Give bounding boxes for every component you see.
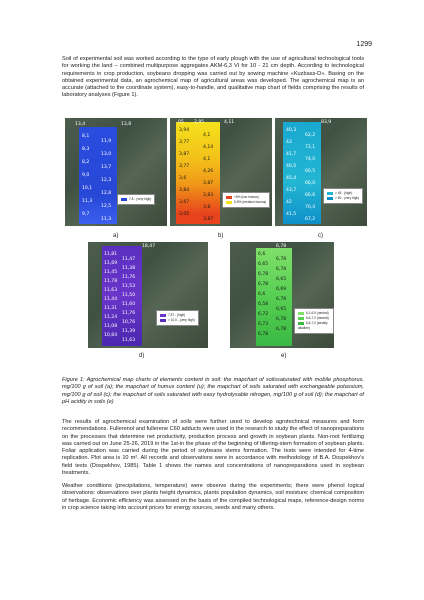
map-b-legend-1: <5% (low humus): [234, 195, 259, 199]
map-c: [275, 118, 367, 226]
map-d-value: 11,63: [104, 288, 118, 293]
map-b-value: 3,87: [203, 181, 214, 186]
map-d-top-value: 18,47: [142, 244, 156, 249]
map-e-label: e): [281, 353, 287, 359]
map-b-legend: [222, 192, 270, 208]
map-d-value: 11,53: [122, 284, 136, 289]
legend-swatch: [160, 319, 166, 322]
map-a-value: 9,7: [82, 212, 90, 217]
map-b-value: 4,14: [203, 145, 214, 150]
legend-swatch: [121, 198, 127, 201]
map-d-value: 11,81: [104, 252, 118, 257]
map-b-value: 4,1: [203, 157, 211, 162]
map-a-value: 9,0: [82, 173, 90, 178]
map-c-value: 40,3: [286, 128, 297, 133]
map-d-value: 10,76: [122, 320, 136, 325]
legend-swatch: [327, 197, 333, 200]
page-number: 1299: [356, 41, 372, 48]
map-a-value: 11,3: [82, 199, 93, 204]
map-a-value: 8,1: [82, 134, 90, 139]
map-c-value: 72,1: [305, 145, 316, 150]
map-b-value: 4,1: [203, 133, 211, 138]
map-d-legend-2: > 10,0 - (very high): [168, 318, 195, 322]
map-b-value: 3,8: [203, 205, 211, 210]
map-e-legend-3: 6,6-7,0 (weakly alkaline): [298, 321, 328, 330]
map-d-value: 11,69: [104, 261, 118, 266]
map-e-top-value: 6,78: [276, 244, 287, 249]
map-e-value: 6,78: [258, 332, 269, 337]
map-d-value: 11,38: [122, 266, 136, 271]
map-a-value: 11,9: [101, 139, 112, 144]
legend-swatch: [226, 201, 232, 204]
map-b-value: 3,87: [203, 217, 214, 222]
map-c-value: 70,4: [305, 205, 316, 210]
map-e-value: 6,78: [276, 317, 287, 322]
map-b: [170, 118, 272, 226]
map-d-value: 11,76: [122, 275, 136, 280]
map-e-legend-1: 6,1-6,5 (neutral): [306, 311, 329, 315]
map-d: [88, 242, 208, 348]
map-c-value: 45,4: [286, 176, 297, 181]
map-d-value: 11,44: [104, 297, 118, 302]
map-d-value: 11,76: [122, 311, 136, 316]
weather-paragraph: Weather conditions (precipitations, temperature) were observe during the experiments; there were phenol logical observations: observations over plants height dynamics, plants population dynamics, soil moisture; chemical composition of herbage. Economic efficiency was assessed on the basis of the compiled technological maps, reference-design norms in crop science taking into account prices for energy sources, seeds and many others.: [62, 483, 364, 511]
map-c-value: 41,7: [286, 152, 297, 157]
map-d-value: 10,84: [104, 333, 118, 338]
map-a-legend: [117, 194, 155, 205]
map-b-value: 3,87: [179, 152, 190, 157]
map-d-value: 11,24: [104, 315, 118, 320]
map-e: [230, 242, 334, 348]
map-c-field: [283, 122, 321, 224]
map-b-value: 3,83: [203, 193, 214, 198]
map-d-value: 11,45: [104, 270, 118, 275]
map-c-top-value: 83,9: [321, 120, 332, 125]
map-e-value: 6,78: [276, 297, 287, 302]
map-e-legend: [294, 308, 334, 334]
map-b-value: 3,84: [179, 188, 190, 193]
map-d-value: 11,60: [122, 302, 136, 307]
map-b-field: [176, 122, 220, 224]
map-a-value: 13,7: [101, 165, 112, 170]
legend-swatch: [298, 322, 304, 325]
map-b-value: 3,05: [179, 212, 190, 217]
map-c-value: 43,7: [286, 188, 297, 193]
map-d-value: 11,78: [104, 279, 118, 284]
map-a: [65, 118, 167, 226]
map-c-value: 41,5: [286, 212, 297, 217]
map-e-value: 6,69: [276, 287, 287, 292]
map-b-value: 3,77: [179, 164, 190, 169]
map-d-label: d): [139, 353, 145, 359]
map-d-value: 11,39: [122, 329, 136, 334]
map-d-legend-1: 7,57 - (high): [168, 313, 186, 317]
legend-swatch: [298, 317, 304, 320]
map-d-legend: [156, 310, 199, 326]
map-e-legend-2: 6,6-7,0 (neutral): [306, 316, 329, 320]
map-b-value: 3,67: [179, 200, 190, 205]
map-a-value: 12,5: [101, 204, 112, 209]
legend-swatch: [327, 192, 333, 195]
map-e-value: 6,72: [258, 312, 269, 317]
map-b-value: 3,94: [179, 128, 190, 133]
map-e-value: 6,73: [258, 322, 269, 327]
map-c-value: 40,5: [286, 164, 297, 169]
map-a-value: 10,1: [82, 186, 93, 191]
map-d-value: 11,08: [104, 324, 118, 329]
map-b-value: 3,6: [179, 176, 187, 181]
map-c-label: c): [318, 233, 323, 239]
map-d-value: 11,31: [104, 306, 118, 311]
map-e-value: 6,65: [276, 307, 287, 312]
map-a-legend-1: 7,8 - (very high): [129, 197, 152, 201]
map-d-value: 11,50: [122, 293, 136, 298]
map-c-value: 42: [286, 200, 292, 205]
map-c-value: 66,0: [305, 181, 316, 186]
map-d-value: 11,63: [122, 338, 136, 343]
map-c-value: 43: [286, 140, 292, 145]
map-c-value: 66,5: [305, 169, 316, 174]
map-c-value: 67,2: [305, 217, 316, 222]
map-b-label: b): [218, 233, 224, 239]
map-a-value: 12,3: [101, 178, 112, 183]
map-b-value: 3,77: [179, 140, 190, 145]
map-e-value: 6,78: [258, 272, 269, 277]
map-c-legend: [323, 188, 363, 204]
results-paragraph: The results of agrochemical examination of soils were further used to develop agrotechnical measures and form recommendations. Fullerenol and fullerene C60 adducts were used in the research to study the effect of nanopreparations on the processes that determine net productivity, production process and growth in soybean plants. Non-root fertilizing was carried out on June 25-26, 2019 in the 1st-in the phase of the beginning of tillering-stem formation of soybean plants. Foliar application was carried during the period of soybeans stems formation. The tests were intended for 4-time replication. Plot area is 10 m². All records and observations were in accordance with methodology of B.A. Dospekhov's field tests (Dospekhov, 1985). Table 1 shows the names and concentrations of nanopreparations used in soybean treatments.: [62, 419, 364, 477]
map-b-legend-2: 5-5% (medium humus): [234, 200, 267, 204]
map-c-value: 62,2: [305, 133, 316, 138]
map-e-value: 6,6: [258, 292, 266, 297]
map-b-top-value: 05: [178, 120, 184, 125]
map-a-top-value: 13,4: [75, 122, 86, 127]
map-c-value: 74,0: [305, 157, 316, 162]
map-b-value: 4,26: [203, 169, 214, 174]
map-a-label: a): [113, 233, 119, 239]
map-a-value: 13,0: [101, 152, 112, 157]
map-e-value: 6,78: [258, 282, 269, 287]
map-e-value: 6,78: [276, 257, 287, 262]
figure-caption: Figure 1: Agrochemical map charts of elements content in soil: the mapchart of soilssaturated with mobile phosphorus, mg/100 g of soil (a); the mapchart of humus content (u); the mapchart of soils saturated with exchangeable potassium, mg/100 g of soil (c); the mapchart of soils saturated with easy hydrolysable nitrogen, mg/100 g of soil (d); the mapchart of pH acidity in soils (e): [62, 377, 364, 405]
map-a-top-value: 13,8: [121, 122, 132, 127]
map-b-top-value: 2,95: [194, 120, 205, 125]
map-e-value: 6,78: [276, 267, 287, 272]
map-a-value: 12,8: [101, 191, 112, 196]
map-d-value: 11,47: [122, 257, 136, 262]
intro-paragraph: Soil of experimental soil was worked according to the type of early plough with the use of agricultural technological tools for working the land – combined multipurpose aggregates AKM-6,3 VI for 10 - 21 cm depth. According to technological requirements in crop production, soybeans dropping was carried out by sowing machine «Kuzbass-D». Basing on the obtained experimental data, an agrochemical map of agricultural areas was developed. The agrochemical map is an accurate (attached to the coordinate system), easy-to-handle, and qualitative map chart of fields comprising the results of laboratory analyses (Figure 1).: [62, 56, 364, 99]
map-c-legend-1: > 45 - (high): [335, 191, 353, 195]
map-e-value: 6,58: [258, 302, 269, 307]
map-e-value: 6,65: [276, 277, 287, 282]
map-c-legend-2: > 60 - (very high): [335, 196, 360, 200]
map-b-top-value: 4,11: [224, 120, 235, 125]
map-e-value: 6,78: [276, 327, 287, 332]
map-e-value: 6,65: [258, 262, 269, 267]
map-e-value: 6,6: [258, 252, 266, 257]
map-a-value: 11,3: [101, 217, 112, 222]
map-a-value: 8,2: [82, 160, 90, 165]
legend-swatch: [298, 312, 304, 315]
map-a-value: 8,3: [82, 147, 90, 152]
map-c-value: 66,6: [305, 193, 316, 198]
legend-swatch: [160, 314, 166, 317]
legend-swatch: [226, 196, 232, 199]
